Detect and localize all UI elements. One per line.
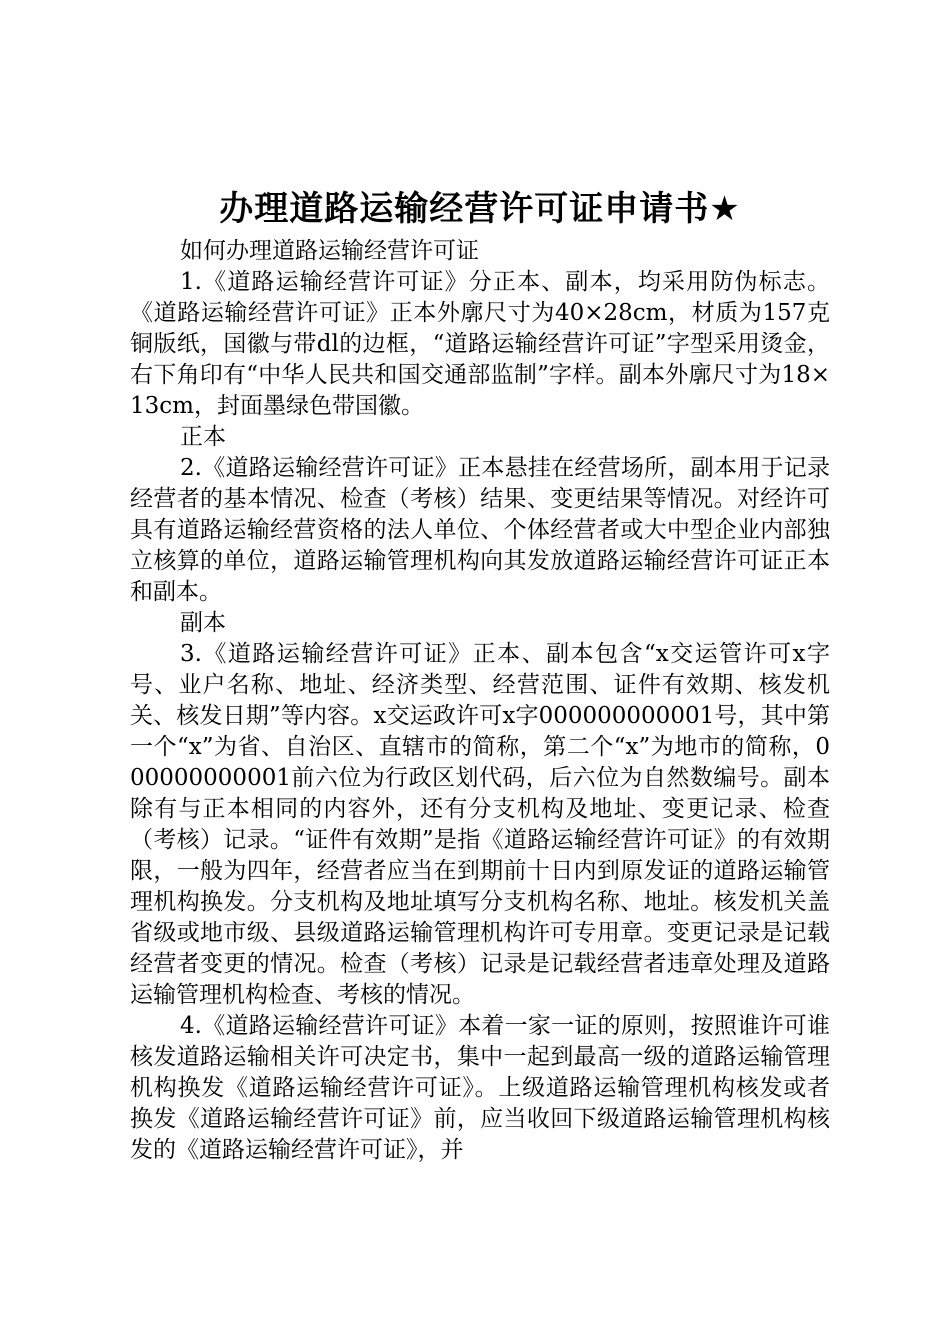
paragraph-1: 1.《道路运输经营许可证》分正本、副本，均采用防伪标志。《道路运输经营许可证》正本外廓尺寸为40×28cm，材质为157克铜版纸，国徽与带dl的边框，“道路运输经营许可证”字型采用烫金，右下角印有“中华人民共和国交通部监制”字样。副本外廓尺寸为18×13cm，封面墨绿色带国徽。: [130, 269, 830, 419]
document-subtitle: 如何办理道路运输经营许可证: [180, 238, 479, 264]
paragraph-2: 2.《道路运输经营许可证》正本悬挂在经营场所，副本用于记录经营者的基本情况、检查（考核）结果、变更结果等情况。对经许可具有道路运输经营资格的法人单位、个体经营者或大中型企业内部独立核算的单位，道路运输管理机构向其发放道路运输经营许可证正本和副本。: [130, 455, 830, 605]
document-title: 办理道路运输经营许可证申请书★: [219, 189, 741, 229]
heading-fuben: 副本: [180, 610, 226, 636]
heading-zhengben: 正本: [180, 424, 226, 450]
paragraph-3: 3.《道路运输经营许可证》正本、副本包含“x交运管许可x字号、业户名称、地址、经济类型、经营范围、证件有效期、核发机关、核发日期”等内容。x交运政许可x字000000000001号，其中第一个“x”为省、自治区、直辖市的简称，第二个“x”为地市的简称，000000000001前六位为行政区划代码，后六位为自然数编号。副本除有与正本相同的内容外，还有分支机构及地址、变更记录、检查（考核）记录。“证件有效期”是指《道路运输经营许可证》的有效期限，一般为四年，经营者应当在到期前十日内到原发证的道路运输管理机构换发。分支机构及地址填写分支机构名称、地址。核发机关盖省级或地市级、县级道路运输管理机构许可专用章。变更记录是记载经营者变更的情况。检查（考核）记录是记载经营者违章处理及道路运输管理机构检查、考核的情况。: [130, 641, 830, 1008]
document-page: [130, 182, 830, 1166]
paragraph-4: 4.《道路运输经营许可证》本着一家一证的原则，按照谁许可谁核发道路运输相关许可决定书，集中一起到最高一级的道路运输管理机构换发《道路运输经营许可证》。上级道路运输管理机构核发或者换发《道路运输经营许可证》前，应当收回下级道路运输管理机构核发的《道路运输经营许可证》，并: [130, 1013, 830, 1163]
